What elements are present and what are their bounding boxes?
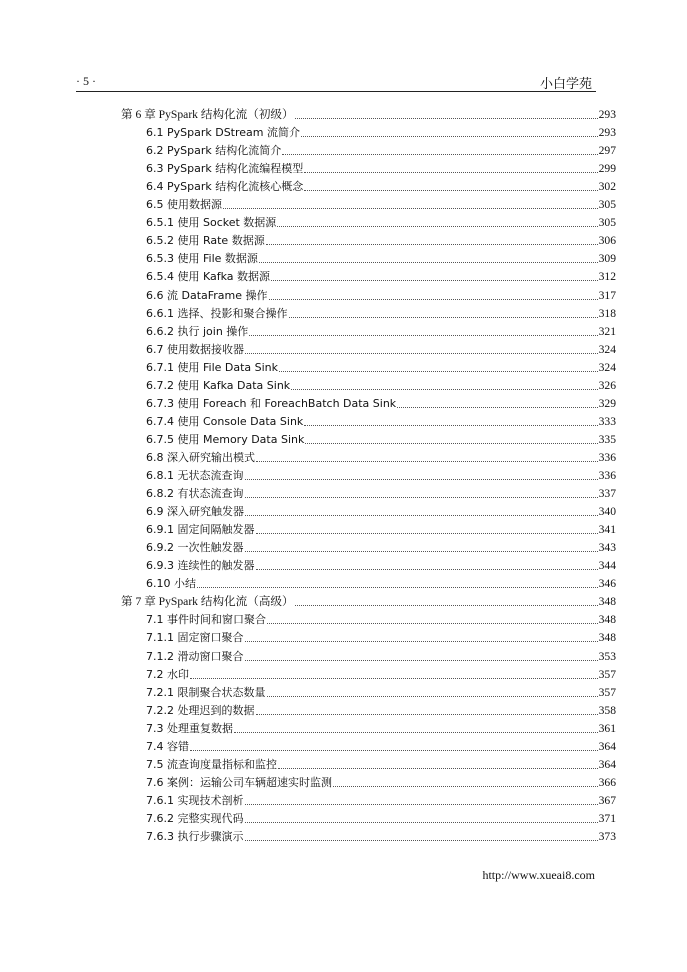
dot-leader (266, 243, 598, 245)
toc-entry-title: 6.10 小结 (146, 577, 196, 591)
dot-leader (267, 695, 598, 697)
dot-leader (291, 388, 597, 390)
toc-entry-title: 7.6 案例：运输公司车辆超速实时监测 (146, 775, 332, 789)
toc-entry-title: 6.2 PySpark 结构化流简介 (146, 144, 282, 158)
toc-entry-page: 348 (598, 613, 616, 627)
toc-entry-page: 333 (598, 414, 616, 428)
toc-entry-page: 318 (598, 306, 616, 320)
toc-section-entry[interactable] (146, 467, 616, 483)
toc-entry-title: 6.7.2 使用 Kafka Data Sink (146, 378, 291, 392)
toc-entry-page: 305 (598, 216, 616, 230)
toc-entry-page: 309 (598, 252, 616, 266)
toc-entry-title: 6.7.4 使用 Console Data Sink (146, 414, 304, 428)
toc-entry-title: 7.2.1 限制聚合状态数量 (146, 685, 266, 699)
dot-leader (245, 659, 598, 661)
dot-leader (256, 532, 598, 534)
toc-section-entry[interactable] (146, 539, 616, 555)
toc-section-entry[interactable] (146, 792, 616, 808)
toc-section-entry[interactable] (146, 142, 616, 158)
toc-entry-page: 348 (598, 595, 616, 609)
toc-entry-title: 7.1.1 固定窗口聚合 (146, 631, 244, 645)
toc-entry-title: 6.7.1 使用 File Data Sink (146, 360, 279, 374)
toc-entry-page: 293 (598, 126, 616, 140)
toc-section-entry[interactable] (146, 611, 616, 627)
toc-entry-page: 373 (598, 830, 616, 843)
toc-chapter-entry[interactable] (121, 593, 616, 609)
toc-entry-title: 6.1 PySpark DStream 流简介 (146, 126, 300, 140)
toc-entry-page: 344 (598, 559, 616, 573)
toc-entry-page: 335 (598, 432, 616, 446)
toc-section-entry[interactable] (146, 521, 616, 537)
toc-section-entry[interactable] (146, 413, 616, 429)
toc-section-entry[interactable] (146, 702, 616, 718)
page-header (76, 73, 596, 92)
dot-leader (301, 135, 598, 137)
toc-section-entry[interactable] (146, 250, 616, 266)
dot-leader (267, 622, 598, 624)
toc-entry-page: 302 (598, 180, 616, 194)
toc-entry-title: 6.9.3 连续性的触发器 (146, 559, 255, 573)
toc-section-entry[interactable] (146, 196, 616, 212)
dot-leader (256, 460, 598, 462)
toc-entry-page: 306 (598, 234, 616, 248)
dot-leader (304, 171, 597, 173)
toc-entry-page: 329 (598, 396, 616, 410)
toc-entry-title: 7.6.2 完整实现代码 (146, 811, 244, 825)
dot-leader (333, 785, 598, 787)
toc-entry-page: 305 (598, 198, 616, 212)
toc-chapter-entry[interactable] (121, 106, 616, 122)
dot-leader (245, 550, 598, 552)
dot-leader (397, 406, 597, 408)
toc-entry-page: 336 (598, 469, 616, 482)
toc-entry-title: 7.3 处理重复数据 (146, 721, 233, 735)
toc-section-entry[interactable] (146, 575, 616, 591)
toc-section-entry[interactable] (146, 629, 616, 645)
dot-leader (289, 316, 598, 318)
toc-entry-title: 6.3 PySpark 结构化流编程模型 (146, 162, 304, 176)
toc-entry-title: 6.8 深入研究输出模式 (146, 450, 255, 464)
toc-section-entry[interactable] (146, 449, 616, 465)
toc-entry-page: 324 (598, 360, 616, 374)
toc-entry-page: 297 (598, 144, 616, 158)
toc-section-entry[interactable] (146, 557, 616, 573)
dot-leader (282, 153, 597, 155)
dot-leader (304, 424, 597, 426)
toc-section-entry[interactable] (146, 431, 616, 447)
toc-entry-page: 364 (598, 739, 616, 753)
toc-section-entry[interactable] (146, 774, 616, 790)
toc-entry-page: 343 (598, 541, 616, 555)
toc-entry-title: 第 6 章 PySpark 结构化流（初级） (121, 108, 294, 121)
toc-section-entry[interactable] (146, 160, 616, 176)
toc-entry-page: 326 (598, 378, 616, 392)
toc-entry-page: 341 (598, 523, 616, 537)
toc-entry-page: 366 (598, 775, 616, 789)
toc-entry-title: 7.1.2 滑动窗口聚合 (146, 649, 244, 663)
toc-entry-page: 357 (598, 685, 616, 699)
toc-entry-page: 348 (598, 631, 616, 645)
dot-leader (245, 821, 598, 823)
toc-section-entry[interactable] (146, 810, 616, 826)
toc-entry-page: 317 (598, 288, 616, 302)
toc-entry-title: 6.9.1 固定间隔触发器 (146, 523, 255, 537)
dot-leader (245, 514, 598, 516)
toc-section-entry[interactable] (146, 341, 616, 357)
dot-leader (256, 568, 598, 570)
toc-entry-page: 321 (598, 324, 616, 338)
toc-entry-page: 324 (598, 342, 616, 356)
toc-entry-title: 6.5.1 使用 Socket 数据源 (146, 216, 277, 230)
dot-leader (249, 334, 597, 336)
toc-entry-title: 6.9.2 一次性触发器 (146, 541, 244, 555)
toc-entry-page: 357 (598, 667, 616, 681)
toc-entry-title: 6.8.1 无状态流查询 (146, 469, 244, 482)
dot-leader (271, 279, 598, 281)
toc-entry-page: 293 (598, 108, 616, 121)
dot-leader (245, 839, 598, 841)
toc-entry-title: 6.8.2 有状态流查询 (146, 487, 244, 501)
toc-section-entry[interactable] (146, 377, 616, 393)
toc-section-entry[interactable] (146, 178, 616, 194)
toc-section-entry[interactable] (146, 684, 616, 700)
dot-leader (269, 298, 598, 300)
toc-entry-title: 7.4 容错 (146, 739, 189, 753)
toc-entry-title: 6.5 使用数据源 (146, 198, 222, 212)
toc-entry-title: 6.6.1 选择、投影和聚合操作 (146, 306, 288, 320)
toc-entry-title: 6.5.2 使用 Rate 数据源 (146, 234, 265, 248)
toc-entry-title: 第 7 章 PySpark 结构化流（高级） (121, 595, 294, 609)
toc-section-entry[interactable] (146, 756, 616, 772)
dot-leader (190, 677, 598, 679)
toc-section-entry[interactable] (146, 323, 616, 339)
toc-section-entry[interactable] (146, 720, 616, 736)
toc-section-entry[interactable] (146, 503, 616, 519)
footer-url[interactable]: http://www.xueai8.com (482, 868, 595, 882)
toc-entry-title: 6.7.3 使用 Foreach 和 ForeachBatch Data Sink (146, 396, 397, 410)
toc-section-entry[interactable] (146, 648, 616, 664)
dot-leader (278, 767, 598, 769)
dot-leader (223, 207, 598, 209)
toc-entry-title: 7.6.3 执行步骤演示 (146, 830, 244, 843)
toc-entry-title: 7.1 事件时间和窗口聚合 (146, 613, 266, 627)
toc-section-entry[interactable] (146, 666, 616, 682)
dot-leader (245, 803, 598, 805)
toc-entry-page: 371 (598, 811, 616, 825)
brand-name: 小白学苑 (539, 77, 592, 92)
dot-leader (304, 189, 597, 191)
toc-section-entry[interactable] (146, 268, 616, 284)
dot-leader (234, 731, 598, 733)
toc-entry-title: 7.2.2 处理迟到的数据 (146, 703, 255, 717)
toc-section-entry[interactable] (146, 828, 616, 844)
toc-section-entry[interactable] (146, 305, 616, 321)
dot-leader (245, 478, 598, 480)
dot-leader (305, 442, 597, 444)
toc-section-entry[interactable] (146, 287, 616, 303)
toc-entry-page: 336 (598, 450, 616, 464)
dot-leader (197, 586, 598, 588)
toc-entry-title: 6.6.2 执行 join 操作 (146, 324, 249, 338)
dot-leader (256, 713, 598, 715)
dot-leader (259, 261, 598, 263)
dot-leader (245, 352, 598, 354)
dot-leader (277, 225, 597, 227)
toc-entry-title: 7.5 流查询度量指标和监控 (146, 757, 277, 771)
toc-section-entry[interactable] (146, 232, 616, 248)
toc-section-entry[interactable] (146, 359, 616, 375)
toc-section-entry[interactable] (146, 485, 616, 501)
dot-leader (295, 117, 598, 119)
toc-entry-title: 7.2 水印 (146, 667, 189, 681)
toc-entry-title: 6.7.5 使用 Memory Data Sink (146, 432, 305, 446)
toc-entry-page: 337 (598, 487, 616, 501)
toc-entry-title: 6.4 PySpark 结构化流核心概念 (146, 180, 304, 194)
toc-entry-title: 6.9 深入研究触发器 (146, 505, 244, 519)
page-number: · 5 · (76, 74, 96, 88)
toc-entry-title: 6.7 使用数据接收器 (146, 342, 244, 356)
toc-entry-page: 367 (598, 793, 616, 807)
toc-entry-page: 299 (598, 162, 616, 176)
toc-entry-page: 340 (598, 505, 616, 519)
dot-leader (245, 496, 598, 498)
dot-leader (295, 604, 598, 606)
toc-section-entry[interactable] (146, 395, 616, 411)
toc-entry-page: 346 (598, 577, 616, 591)
dot-leader (279, 370, 598, 372)
toc-entry-page: 358 (598, 703, 616, 717)
toc-entry-page: 353 (598, 649, 616, 663)
toc-entry-page: 312 (598, 270, 616, 284)
toc-section-entry[interactable] (146, 738, 616, 754)
dot-leader (245, 640, 598, 642)
toc-entry-title: 7.6.1 实现技术剖析 (146, 793, 244, 807)
toc-entry-page: 364 (598, 757, 616, 771)
toc-entry-title: 6.6 流 DataFrame 操作 (146, 288, 268, 302)
toc-section-entry[interactable] (146, 214, 616, 230)
toc-entry-title: 6.5.3 使用 File 数据源 (146, 252, 258, 266)
dot-leader (190, 749, 598, 751)
toc-section-entry[interactable] (146, 124, 616, 140)
toc-entry-title: 6.5.4 使用 Kafka 数据源 (146, 270, 271, 284)
toc-entry-page: 361 (598, 721, 616, 735)
